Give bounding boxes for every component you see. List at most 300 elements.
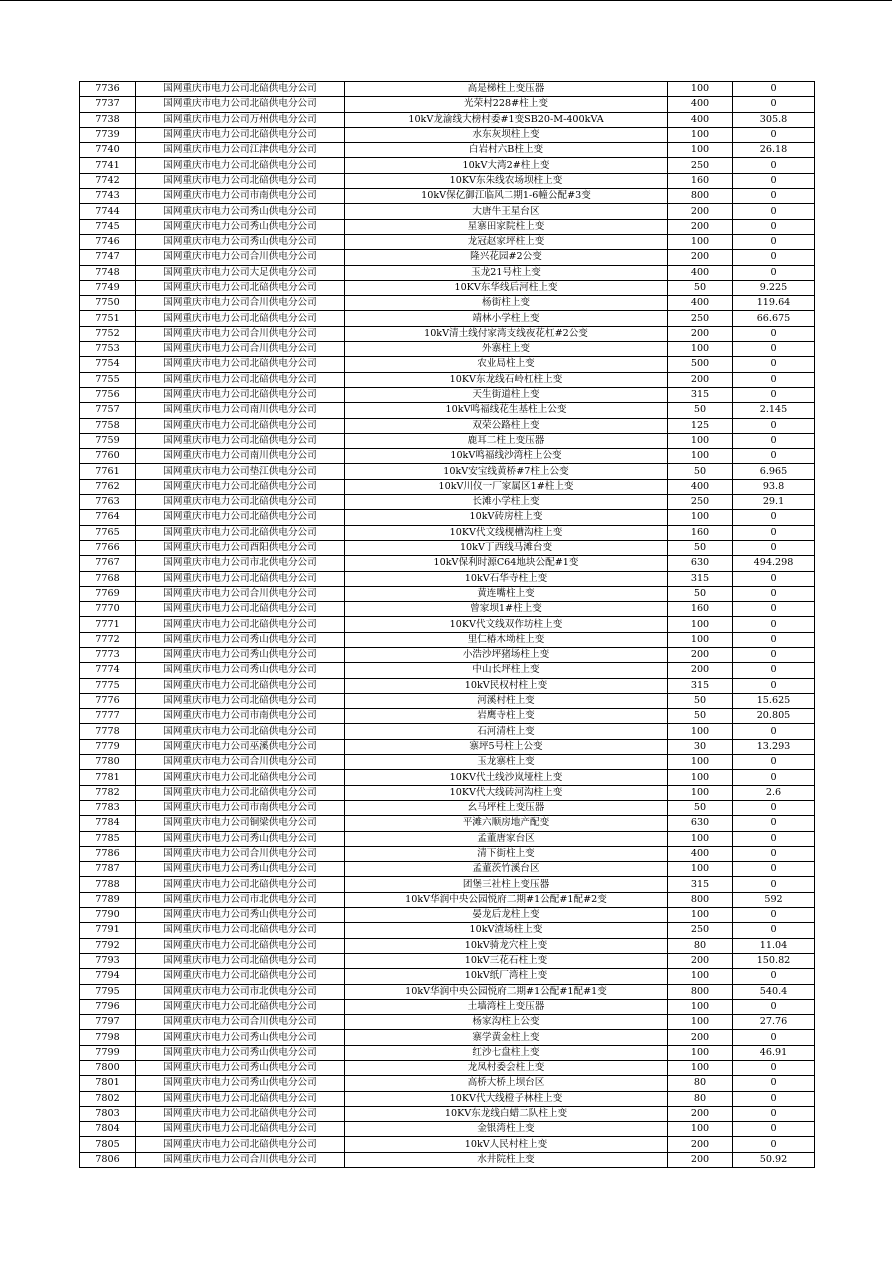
company-cell: 国网重庆市电力公司北碚供电分公司 bbox=[136, 999, 345, 1014]
company-cell: 国网重庆市电力公司酉阳供电分公司 bbox=[136, 540, 345, 555]
transformer-name-cell: 10KV代土线沙岚垭柱上变 bbox=[345, 770, 668, 785]
transformer-name-cell: 小浩沙坪猪场柱上变 bbox=[345, 647, 668, 662]
row-id-cell: 7747 bbox=[80, 250, 136, 265]
row-id-cell: 7793 bbox=[80, 953, 136, 968]
transformer-name-cell: 河溪村柱上变 bbox=[345, 693, 668, 708]
row-id-cell: 7796 bbox=[80, 999, 136, 1014]
transformer-name-cell: 高是梯柱上变压器 bbox=[345, 82, 668, 97]
row-id-cell: 7770 bbox=[80, 602, 136, 617]
row-id-cell: 7795 bbox=[80, 984, 136, 999]
transformer-name-cell: 10kV骑龙穴柱上变 bbox=[345, 938, 668, 953]
row-id-cell: 7771 bbox=[80, 617, 136, 632]
table-row bbox=[80, 479, 815, 494]
company-cell: 国网重庆市电力公司南川供电分公司 bbox=[136, 403, 345, 418]
row-id-cell: 7774 bbox=[80, 663, 136, 678]
table-row bbox=[80, 1045, 815, 1060]
row-id-cell: 7743 bbox=[80, 189, 136, 204]
capacity-cell: 125 bbox=[668, 418, 733, 433]
value-cell: 29.1 bbox=[733, 495, 815, 510]
table-row bbox=[80, 862, 815, 877]
data-table bbox=[79, 81, 815, 1168]
value-cell: 0 bbox=[733, 387, 815, 402]
capacity-cell: 50 bbox=[668, 800, 733, 815]
transformer-name-cell: 大唐牛王星台区 bbox=[345, 204, 668, 219]
capacity-cell: 200 bbox=[668, 1152, 733, 1167]
capacity-cell: 100 bbox=[668, 82, 733, 97]
value-cell: 0 bbox=[733, 265, 815, 280]
row-id-cell: 7783 bbox=[80, 800, 136, 815]
transformer-name-cell: 长滩小学柱上变 bbox=[345, 495, 668, 510]
company-cell: 国网重庆市电力公司北碚供电分公司 bbox=[136, 953, 345, 968]
table-row bbox=[80, 877, 815, 892]
capacity-cell: 50 bbox=[668, 586, 733, 601]
company-cell: 国网重庆市电力公司秀山供电分公司 bbox=[136, 831, 345, 846]
value-cell: 0 bbox=[733, 1061, 815, 1076]
row-id-cell: 7757 bbox=[80, 403, 136, 418]
value-cell: 150.82 bbox=[733, 953, 815, 968]
transformer-name-cell: 10kV安宝线黄桥#7柱上公变 bbox=[345, 464, 668, 479]
capacity-cell: 315 bbox=[668, 877, 733, 892]
value-cell: 0 bbox=[733, 540, 815, 555]
table-row bbox=[80, 755, 815, 770]
company-cell: 国网重庆市电力公司北碚供电分公司 bbox=[136, 693, 345, 708]
row-id-cell: 7751 bbox=[80, 311, 136, 326]
company-cell: 国网重庆市电力公司合川供电分公司 bbox=[136, 250, 345, 265]
transformer-name-cell: 10kV保亿御江临风二期1-6幢公配#3变 bbox=[345, 189, 668, 204]
transformer-name-cell: 10kV石华寺柱上变 bbox=[345, 571, 668, 586]
company-cell: 国网重庆市电力公司北碚供电分公司 bbox=[136, 372, 345, 387]
capacity-cell: 50 bbox=[668, 464, 733, 479]
company-cell: 国网重庆市电力公司北碚供电分公司 bbox=[136, 877, 345, 892]
company-cell: 国网重庆市电力公司合川供电分公司 bbox=[136, 342, 345, 357]
capacity-cell: 50 bbox=[668, 693, 733, 708]
transformer-name-cell: 10kV人民村柱上变 bbox=[345, 1137, 668, 1152]
transformer-name-cell: 寨坪5号柱上公变 bbox=[345, 739, 668, 754]
capacity-cell: 30 bbox=[668, 739, 733, 754]
capacity-cell: 100 bbox=[668, 770, 733, 785]
value-cell: 2.145 bbox=[733, 403, 815, 418]
table-row bbox=[80, 525, 815, 540]
company-cell: 国网重庆市电力公司北碚供电分公司 bbox=[136, 311, 345, 326]
transformer-name-cell: 岩鹰寺柱上变 bbox=[345, 709, 668, 724]
row-id-cell: 7794 bbox=[80, 969, 136, 984]
company-cell: 国网重庆市电力公司秀山供电分公司 bbox=[136, 1030, 345, 1045]
company-cell: 国网重庆市电力公司北碚供电分公司 bbox=[136, 495, 345, 510]
value-cell: 119.64 bbox=[733, 296, 815, 311]
capacity-cell: 160 bbox=[668, 173, 733, 188]
transformer-name-cell: 天生街道柱上变 bbox=[345, 387, 668, 402]
table-row bbox=[80, 1122, 815, 1137]
capacity-cell: 200 bbox=[668, 372, 733, 387]
row-id-cell: 7742 bbox=[80, 173, 136, 188]
table-row bbox=[80, 1091, 815, 1106]
transformer-name-cell: 10kV龙渝线大榜村委#1变SB20-M-400kVA bbox=[345, 112, 668, 127]
value-cell: 305.8 bbox=[733, 112, 815, 127]
table-row bbox=[80, 969, 815, 984]
capacity-cell: 100 bbox=[668, 1122, 733, 1137]
transformer-name-cell: 黄连嘴柱上变 bbox=[345, 586, 668, 601]
table-row bbox=[80, 1152, 815, 1167]
row-id-cell: 7755 bbox=[80, 372, 136, 387]
row-id-cell: 7803 bbox=[80, 1106, 136, 1121]
capacity-cell: 160 bbox=[668, 602, 733, 617]
table-row bbox=[80, 296, 815, 311]
capacity-cell: 250 bbox=[668, 158, 733, 173]
company-cell: 国网重庆市电力公司铜梁供电分公司 bbox=[136, 816, 345, 831]
company-cell: 国网重庆市电力公司万州供电分公司 bbox=[136, 112, 345, 127]
company-cell: 国网重庆市电力公司北碚供电分公司 bbox=[136, 617, 345, 632]
transformer-name-cell: 外寨柱上变 bbox=[345, 342, 668, 357]
capacity-cell: 200 bbox=[668, 1137, 733, 1152]
capacity-cell: 200 bbox=[668, 1030, 733, 1045]
row-id-cell: 7766 bbox=[80, 540, 136, 555]
transformer-name-cell: 10kV华润中央公园悦府二期#1公配#1配#2变 bbox=[345, 892, 668, 907]
row-id-cell: 7791 bbox=[80, 923, 136, 938]
value-cell: 0 bbox=[733, 510, 815, 525]
table-row bbox=[80, 617, 815, 632]
value-cell: 0 bbox=[733, 127, 815, 142]
company-cell: 国网重庆市电力公司垫江供电分公司 bbox=[136, 464, 345, 479]
company-cell: 国网重庆市电力公司北碚供电分公司 bbox=[136, 418, 345, 433]
company-cell: 国网重庆市电力公司合川供电分公司 bbox=[136, 326, 345, 341]
transformer-name-cell: 龙凤村委会柱上变 bbox=[345, 1061, 668, 1076]
company-cell: 国网重庆市电力公司秀山供电分公司 bbox=[136, 1076, 345, 1091]
company-cell: 国网重庆市电力公司合川供电分公司 bbox=[136, 296, 345, 311]
company-cell: 国网重庆市电力公司北碚供电分公司 bbox=[136, 1122, 345, 1137]
transformer-name-cell: 10kV砖房柱上变 bbox=[345, 510, 668, 525]
row-id-cell: 7775 bbox=[80, 678, 136, 693]
table-body bbox=[80, 82, 815, 1168]
transformer-name-cell: 清下街柱上变 bbox=[345, 846, 668, 861]
value-cell: 0 bbox=[733, 250, 815, 265]
value-cell: 27.76 bbox=[733, 1015, 815, 1030]
table-row bbox=[80, 112, 815, 127]
value-cell: 0 bbox=[733, 158, 815, 173]
transformer-name-cell: 孟董茨竹溪台区 bbox=[345, 862, 668, 877]
capacity-cell: 80 bbox=[668, 1076, 733, 1091]
transformer-name-cell: 10KV东华线后河柱上变 bbox=[345, 280, 668, 295]
row-id-cell: 7768 bbox=[80, 571, 136, 586]
capacity-cell: 200 bbox=[668, 663, 733, 678]
company-cell: 国网重庆市电力公司北碚供电分公司 bbox=[136, 1106, 345, 1121]
value-cell: 20.805 bbox=[733, 709, 815, 724]
row-id-cell: 7741 bbox=[80, 158, 136, 173]
capacity-cell: 100 bbox=[668, 969, 733, 984]
capacity-cell: 100 bbox=[668, 755, 733, 770]
capacity-cell: 100 bbox=[668, 617, 733, 632]
transformer-name-cell: 光荣村228#柱上变 bbox=[345, 97, 668, 112]
row-id-cell: 7764 bbox=[80, 510, 136, 525]
transformer-name-cell: 晏龙后龙柱上变 bbox=[345, 908, 668, 923]
transformer-name-cell: 10kV川仪一厂家属区1#柱上变 bbox=[345, 479, 668, 494]
capacity-cell: 100 bbox=[668, 433, 733, 448]
company-cell: 国网重庆市电力公司大足供电分公司 bbox=[136, 265, 345, 280]
table-row bbox=[80, 571, 815, 586]
company-cell: 国网重庆市电力公司北碚供电分公司 bbox=[136, 1091, 345, 1106]
row-id-cell: 7788 bbox=[80, 877, 136, 892]
company-cell: 国网重庆市电力公司秀山供电分公司 bbox=[136, 219, 345, 234]
company-cell: 国网重庆市电力公司江津供电分公司 bbox=[136, 143, 345, 158]
value-cell: 93.8 bbox=[733, 479, 815, 494]
value-cell: 540.4 bbox=[733, 984, 815, 999]
table-row bbox=[80, 846, 815, 861]
company-cell: 国网重庆市电力公司北碚供电分公司 bbox=[136, 280, 345, 295]
row-id-cell: 7756 bbox=[80, 387, 136, 402]
transformer-name-cell: 孟董唐家台区 bbox=[345, 831, 668, 846]
transformer-name-cell: 10kV渣场柱上变 bbox=[345, 923, 668, 938]
table-row bbox=[80, 1106, 815, 1121]
capacity-cell: 100 bbox=[668, 342, 733, 357]
company-cell: 国网重庆市电力公司秀山供电分公司 bbox=[136, 1061, 345, 1076]
value-cell: 2.6 bbox=[733, 785, 815, 800]
company-cell: 国网重庆市电力公司秀山供电分公司 bbox=[136, 1045, 345, 1060]
transformer-name-cell: 里仁椿木坳柱上变 bbox=[345, 632, 668, 647]
transformer-name-cell: 杨家沟柱上公变 bbox=[345, 1015, 668, 1030]
value-cell: 0 bbox=[733, 846, 815, 861]
company-cell: 国网重庆市电力公司北碚供电分公司 bbox=[136, 770, 345, 785]
table-row bbox=[80, 923, 815, 938]
value-cell: 0 bbox=[733, 1137, 815, 1152]
row-id-cell: 7797 bbox=[80, 1015, 136, 1030]
table-row bbox=[80, 342, 815, 357]
row-id-cell: 7762 bbox=[80, 479, 136, 494]
company-cell: 国网重庆市电力公司北碚供电分公司 bbox=[136, 571, 345, 586]
capacity-cell: 50 bbox=[668, 403, 733, 418]
transformer-name-cell: 隆兴花园#2公变 bbox=[345, 250, 668, 265]
row-id-cell: 7802 bbox=[80, 1091, 136, 1106]
row-id-cell: 7737 bbox=[80, 97, 136, 112]
table-row bbox=[80, 418, 815, 433]
value-cell: 0 bbox=[733, 525, 815, 540]
capacity-cell: 200 bbox=[668, 1106, 733, 1121]
table-row bbox=[80, 770, 815, 785]
value-cell: 13.293 bbox=[733, 739, 815, 754]
value-cell: 0 bbox=[733, 602, 815, 617]
value-cell: 0 bbox=[733, 800, 815, 815]
value-cell: 0 bbox=[733, 449, 815, 464]
transformer-name-cell: 水井院柱上变 bbox=[345, 1152, 668, 1167]
capacity-cell: 80 bbox=[668, 938, 733, 953]
value-cell: 0 bbox=[733, 418, 815, 433]
row-id-cell: 7767 bbox=[80, 556, 136, 571]
capacity-cell: 100 bbox=[668, 1061, 733, 1076]
row-id-cell: 7753 bbox=[80, 342, 136, 357]
value-cell: 9.225 bbox=[733, 280, 815, 295]
company-cell: 国网重庆市电力公司北碚供电分公司 bbox=[136, 785, 345, 800]
company-cell: 国网重庆市电力公司秀山供电分公司 bbox=[136, 632, 345, 647]
transformer-name-cell: 10KV代大线橙子林柱上变 bbox=[345, 1091, 668, 1106]
table-row bbox=[80, 938, 815, 953]
value-cell: 11.04 bbox=[733, 938, 815, 953]
value-cell: 0 bbox=[733, 862, 815, 877]
value-cell: 0 bbox=[733, 82, 815, 97]
capacity-cell: 400 bbox=[668, 265, 733, 280]
value-cell: 0 bbox=[733, 326, 815, 341]
company-cell: 国网重庆市电力公司市南供电分公司 bbox=[136, 709, 345, 724]
row-id-cell: 7752 bbox=[80, 326, 136, 341]
value-cell: 0 bbox=[733, 586, 815, 601]
table-row bbox=[80, 158, 815, 173]
company-cell: 国网重庆市电力公司市北供电分公司 bbox=[136, 892, 345, 907]
table-row bbox=[80, 143, 815, 158]
value-cell: 46.91 bbox=[733, 1045, 815, 1060]
company-cell: 国网重庆市电力公司合川供电分公司 bbox=[136, 755, 345, 770]
table-row bbox=[80, 908, 815, 923]
company-cell: 国网重庆市电力公司秀山供电分公司 bbox=[136, 234, 345, 249]
company-cell: 国网重庆市电力公司北碚供电分公司 bbox=[136, 173, 345, 188]
transformer-name-cell: 10KV代文线枧槽沟柱上变 bbox=[345, 525, 668, 540]
capacity-cell: 400 bbox=[668, 479, 733, 494]
table-row bbox=[80, 464, 815, 479]
row-id-cell: 7761 bbox=[80, 464, 136, 479]
table-row bbox=[80, 1015, 815, 1030]
table-row bbox=[80, 510, 815, 525]
capacity-cell: 200 bbox=[668, 219, 733, 234]
capacity-cell: 100 bbox=[668, 510, 733, 525]
table-row bbox=[80, 739, 815, 754]
table-row bbox=[80, 831, 815, 846]
value-cell: 0 bbox=[733, 969, 815, 984]
row-id-cell: 7772 bbox=[80, 632, 136, 647]
capacity-cell: 250 bbox=[668, 311, 733, 326]
company-cell: 国网重庆市电力公司市北供电分公司 bbox=[136, 556, 345, 571]
table-row bbox=[80, 724, 815, 739]
row-id-cell: 7769 bbox=[80, 586, 136, 601]
capacity-cell: 250 bbox=[668, 495, 733, 510]
row-id-cell: 7790 bbox=[80, 908, 136, 923]
table-row bbox=[80, 678, 815, 693]
row-id-cell: 7765 bbox=[80, 525, 136, 540]
row-id-cell: 7779 bbox=[80, 739, 136, 754]
transformer-name-cell: 中山长坪柱上变 bbox=[345, 663, 668, 678]
row-id-cell: 7749 bbox=[80, 280, 136, 295]
value-cell: 0 bbox=[733, 816, 815, 831]
transformer-name-cell: 寨学黄金柱上变 bbox=[345, 1030, 668, 1045]
row-id-cell: 7784 bbox=[80, 816, 136, 831]
row-id-cell: 7776 bbox=[80, 693, 136, 708]
transformer-name-cell: 10kV纸厂湾柱上变 bbox=[345, 969, 668, 984]
company-cell: 国网重庆市电力公司北碚供电分公司 bbox=[136, 1137, 345, 1152]
capacity-cell: 100 bbox=[668, 127, 733, 142]
row-id-cell: 7778 bbox=[80, 724, 136, 739]
row-id-cell: 7798 bbox=[80, 1030, 136, 1045]
table-row bbox=[80, 709, 815, 724]
value-cell: 0 bbox=[733, 908, 815, 923]
value-cell: 0 bbox=[733, 189, 815, 204]
capacity-cell: 100 bbox=[668, 999, 733, 1014]
row-id-cell: 7748 bbox=[80, 265, 136, 280]
company-cell: 国网重庆市电力公司合川供电分公司 bbox=[136, 846, 345, 861]
company-cell: 国网重庆市电力公司市南供电分公司 bbox=[136, 800, 345, 815]
transformer-name-cell: 玉龙21号柱上变 bbox=[345, 265, 668, 280]
company-cell: 国网重庆市电力公司北碚供电分公司 bbox=[136, 678, 345, 693]
transformer-name-cell: 龙冠赵家坪柱上变 bbox=[345, 234, 668, 249]
table-row bbox=[80, 1030, 815, 1045]
row-id-cell: 7792 bbox=[80, 938, 136, 953]
row-id-cell: 7780 bbox=[80, 755, 136, 770]
value-cell: 0 bbox=[733, 204, 815, 219]
value-cell: 0 bbox=[733, 770, 815, 785]
transformer-name-cell: 10KV代文线双作坊柱上变 bbox=[345, 617, 668, 632]
capacity-cell: 100 bbox=[668, 1045, 733, 1060]
value-cell: 0 bbox=[733, 831, 815, 846]
company-cell: 国网重庆市电力公司北碚供电分公司 bbox=[136, 127, 345, 142]
table-row bbox=[80, 265, 815, 280]
row-id-cell: 7789 bbox=[80, 892, 136, 907]
table-row bbox=[80, 403, 815, 418]
row-id-cell: 7750 bbox=[80, 296, 136, 311]
table-row bbox=[80, 326, 815, 341]
row-id-cell: 7760 bbox=[80, 449, 136, 464]
value-cell: 15.625 bbox=[733, 693, 815, 708]
value-cell: 0 bbox=[733, 97, 815, 112]
value-cell: 6.965 bbox=[733, 464, 815, 479]
table-row bbox=[80, 556, 815, 571]
value-cell: 0 bbox=[733, 923, 815, 938]
row-id-cell: 7744 bbox=[80, 204, 136, 219]
capacity-cell: 50 bbox=[668, 709, 733, 724]
table-row bbox=[80, 892, 815, 907]
row-id-cell: 7739 bbox=[80, 127, 136, 142]
transformer-name-cell: 10KV东朱线农场坝柱上变 bbox=[345, 173, 668, 188]
row-id-cell: 7738 bbox=[80, 112, 136, 127]
table-row bbox=[80, 540, 815, 555]
capacity-cell: 50 bbox=[668, 540, 733, 555]
capacity-cell: 200 bbox=[668, 250, 733, 265]
company-cell: 国网重庆市电力公司合川供电分公司 bbox=[136, 586, 345, 601]
company-cell: 国网重庆市电力公司市北供电分公司 bbox=[136, 984, 345, 999]
table-row bbox=[80, 1076, 815, 1091]
transformer-name-cell: 红沙七盘柱上变 bbox=[345, 1045, 668, 1060]
value-cell: 592 bbox=[733, 892, 815, 907]
capacity-cell: 315 bbox=[668, 571, 733, 586]
transformer-name-cell: 10kV华润中央公园悦府二期#1公配#1配#1变 bbox=[345, 984, 668, 999]
table-row bbox=[80, 127, 815, 142]
table-row bbox=[80, 800, 815, 815]
company-cell: 国网重庆市电力公司巫溪供电分公司 bbox=[136, 739, 345, 754]
transformer-name-cell: 鹿耳二柱上变压器 bbox=[345, 433, 668, 448]
capacity-cell: 400 bbox=[668, 112, 733, 127]
row-id-cell: 7773 bbox=[80, 647, 136, 662]
row-id-cell: 7800 bbox=[80, 1061, 136, 1076]
transformer-name-cell: 玉龙寨柱上变 bbox=[345, 755, 668, 770]
company-cell: 国网重庆市电力公司北碚供电分公司 bbox=[136, 479, 345, 494]
capacity-cell: 200 bbox=[668, 204, 733, 219]
transformer-name-cell: 10KV代大线砖河沟柱上变 bbox=[345, 785, 668, 800]
row-id-cell: 7787 bbox=[80, 862, 136, 877]
company-cell: 国网重庆市电力公司北碚供电分公司 bbox=[136, 938, 345, 953]
row-id-cell: 7801 bbox=[80, 1076, 136, 1091]
row-id-cell: 7777 bbox=[80, 709, 136, 724]
transformer-name-cell: 农业局柱上变 bbox=[345, 357, 668, 372]
capacity-cell: 315 bbox=[668, 678, 733, 693]
row-id-cell: 7754 bbox=[80, 357, 136, 372]
value-cell: 0 bbox=[733, 1122, 815, 1137]
table-row bbox=[80, 816, 815, 831]
transformer-name-cell: 白岩村六B柱上变 bbox=[345, 143, 668, 158]
value-cell: 0 bbox=[733, 877, 815, 892]
value-cell: 0 bbox=[733, 755, 815, 770]
company-cell: 国网重庆市电力公司北碚供电分公司 bbox=[136, 969, 345, 984]
transformer-name-cell: 10kV鸣福线沙湾柱上公变 bbox=[345, 449, 668, 464]
row-id-cell: 7799 bbox=[80, 1045, 136, 1060]
company-cell: 国网重庆市电力公司秀山供电分公司 bbox=[136, 647, 345, 662]
value-cell: 0 bbox=[733, 617, 815, 632]
row-id-cell: 7740 bbox=[80, 143, 136, 158]
table-row bbox=[80, 647, 815, 662]
table-row bbox=[80, 632, 815, 647]
company-cell: 国网重庆市电力公司北碚供电分公司 bbox=[136, 923, 345, 938]
